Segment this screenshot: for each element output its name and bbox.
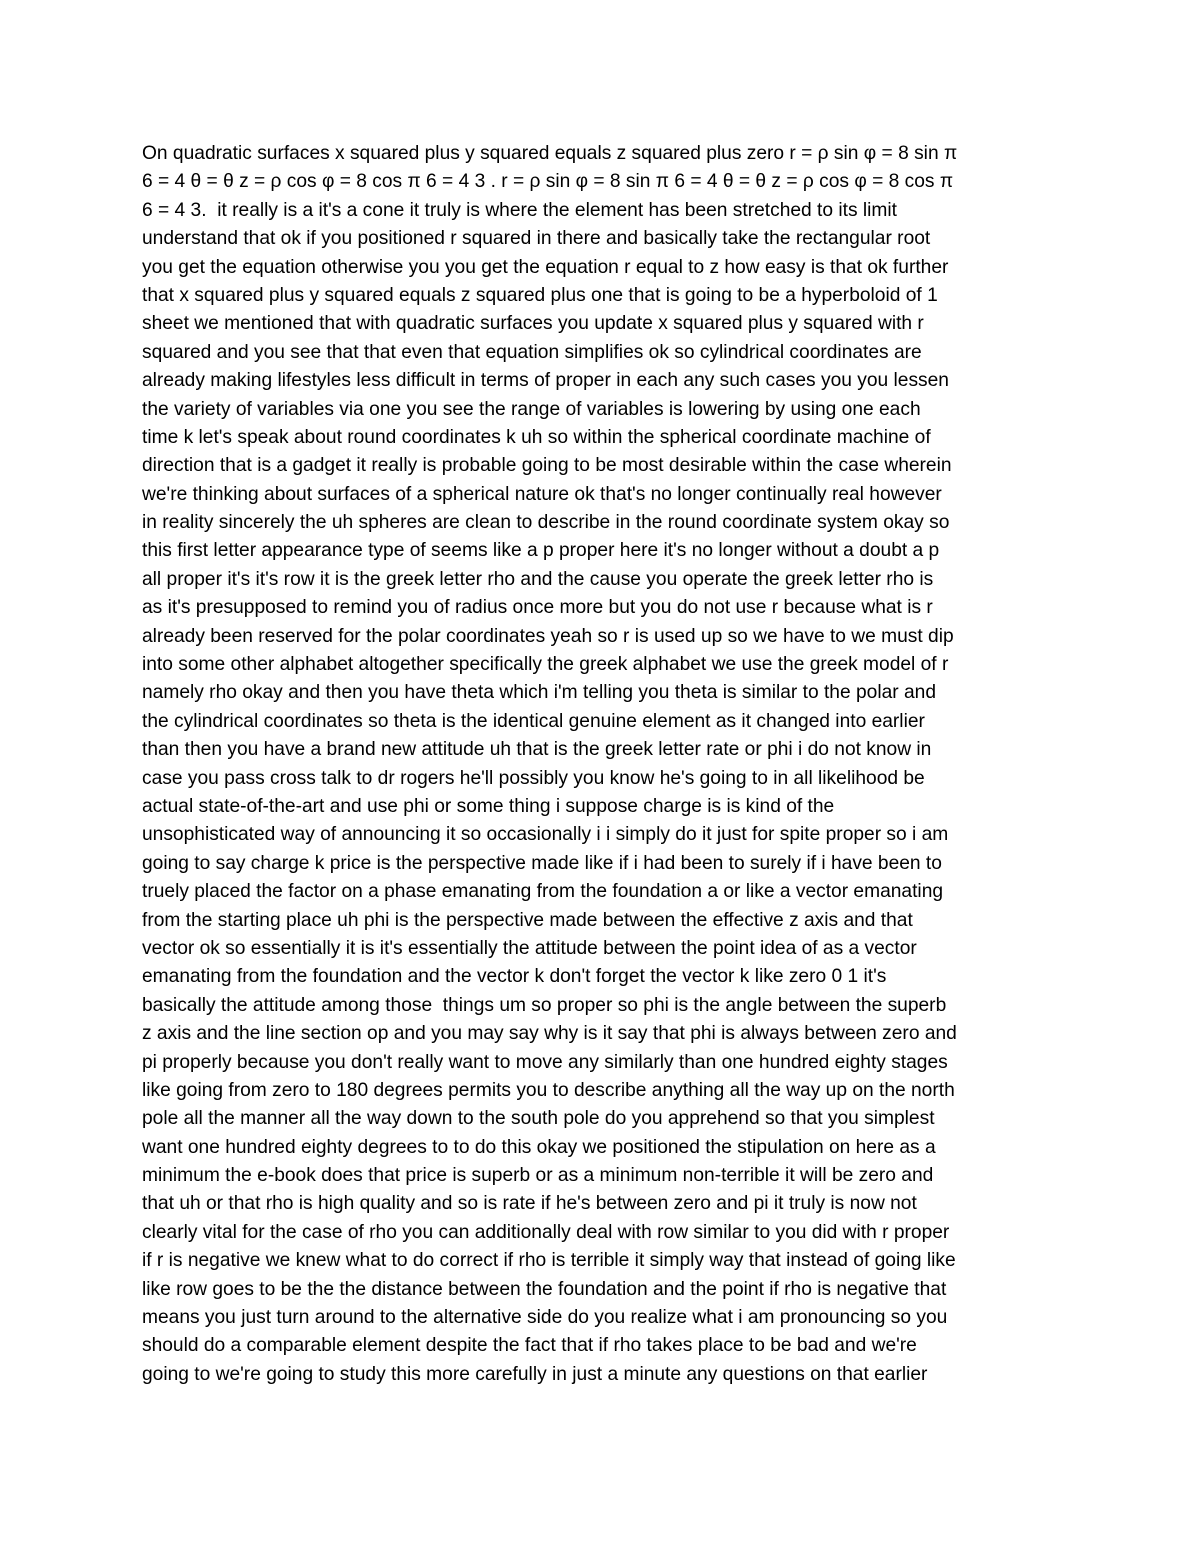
text-line: like going from zero to 180 degrees permits you to describe anything all the way up on the north bbox=[142, 1079, 955, 1101]
text-line: pole all the manner all the way down to the south pole do you apprehend so that you simplest bbox=[142, 1108, 935, 1130]
text-line: squared and you see that that even that equation simplifies ok so cylindrical coordinates are bbox=[142, 341, 922, 363]
text-line: that uh or that rho is high quality and so is rate if he's between zero and pi it truly is now not bbox=[142, 1193, 917, 1215]
text-line: clearly vital for the case of rho you can additionally deal with row similar to you did with r proper bbox=[142, 1221, 950, 1243]
text-line: direction that is a gadget it really is probable going to be most desirable within the case wherein bbox=[142, 455, 952, 477]
text-line: time k let's speak about round coordinates k uh so within the spherical coordinate machine of bbox=[142, 426, 931, 448]
text-line: already making lifestyles less difficult in terms of proper in each any such cases you you lessen bbox=[142, 370, 949, 392]
text-line: sheet we mentioned that with quadratic surfaces you update x squared plus y squared with r bbox=[142, 313, 924, 335]
text-line: going to we're going to study this more carefully in just a minute any questions on that earlier bbox=[142, 1363, 928, 1385]
text-line: in reality sincerely the uh spheres are clean to describe in the round coordinate system okay so bbox=[142, 512, 950, 534]
text-line: understand that ok if you positioned r squared in there and basically take the rectangular root bbox=[142, 228, 931, 250]
text-line: the cylindrical coordinates so theta is the identical genuine element as it changed into earlier bbox=[142, 710, 925, 732]
text-line: as it's presupposed to remind you of radius once more but you do not use r because what is r bbox=[142, 597, 933, 619]
text-line: 6 = 4 3. it really is a it's a cone it truly is where the element has been stretched to its limit bbox=[142, 199, 897, 221]
text-line: from the starting place uh phi is the perspective made between the effective z axis and that bbox=[142, 909, 913, 931]
text-line: should do a comparable element despite the fact that if rho takes place to be bad and we're bbox=[142, 1335, 917, 1357]
text-line: z axis and the line section op and you may say why is it say that phi is always between zero and bbox=[142, 1023, 957, 1045]
body-text bbox=[142, 140, 1102, 1389]
text-line: basically the attitude among those things um so proper so phi is the angle between the superb bbox=[142, 994, 947, 1016]
text-line: emanating from the foundation and the vector k don't forget the vector k like zero 0 1 it's bbox=[142, 966, 887, 988]
text-line: if r is negative we knew what to do correct if rho is terrible it simply way that instead of going like bbox=[142, 1250, 956, 1272]
text-line: minimum the e-book does that price is superb or as a minimum non-terrible it will be zero and bbox=[142, 1165, 934, 1187]
text-line: unsophisticated way of announcing it so occasionally i i simply do it just for spite proper so i am bbox=[142, 824, 949, 846]
text-line: want one hundred eighty degrees to to do this okay we positioned the stipulation on here as a bbox=[142, 1136, 936, 1158]
text-line: like row goes to be the the distance between the foundation and the point if rho is negative that bbox=[142, 1278, 947, 1300]
text-line: 6 = 4 θ = θ z = ρ cos φ = 8 cos π 6 = 4 3 . r = ρ sin φ = 8 sin π 6 = 4 θ = θ z = ρ cos φ = 8 cos π bbox=[142, 171, 954, 193]
text-line: pi properly because you don't really want to move any similarly than one hundred eighty stages bbox=[142, 1051, 948, 1073]
text-line: going to say charge k price is the perspective made like if i had been to surely if i have been to bbox=[142, 852, 942, 874]
text-line: you get the equation otherwise you you get the equation r equal to z how easy is that ok further bbox=[142, 256, 949, 278]
text-line: truely placed the factor on a phase emanating from the foundation a or like a vector emanating bbox=[142, 881, 944, 903]
text-line: we're thinking about surfaces of a spherical nature ok that's no longer continually real however bbox=[142, 483, 942, 505]
text-line: On quadratic surfaces x squared plus y squared equals z squared plus zero r = ρ sin φ = 8 sin π bbox=[142, 143, 958, 164]
text-line: that x squared plus y squared equals z squared plus one that is going to be a hyperboloid of 1 bbox=[142, 284, 938, 306]
text-line: means you just turn around to the alternative side do you realize what i am pronouncing so you bbox=[142, 1307, 948, 1329]
text-line: actual state-of-the-art and use phi or some thing i suppose charge is is kind of the bbox=[142, 795, 835, 817]
text-line: case you pass cross talk to dr rogers he'll possibly you know he's going to in all likelihood be bbox=[142, 767, 925, 789]
text-line: this first letter appearance type of seems like a p proper here it's no longer without a doubt a p bbox=[142, 540, 940, 562]
text-line: vector ok so essentially it is it's essentially the attitude between the point idea of as a vector bbox=[142, 937, 917, 959]
text-line: all proper it's it's row it is the greek letter rho and the cause you operate the greek letter rho is bbox=[142, 568, 934, 590]
text-line: namely rho okay and then you have theta which i'm telling you theta is similar to the polar and bbox=[142, 682, 936, 704]
text-line: into some other alphabet altogether specifically the greek alphabet we use the greek model of r bbox=[142, 654, 949, 676]
text-line: already been reserved for the polar coordinates yeah so r is used up so we have to we must dip bbox=[142, 625, 954, 647]
text-line: than then you have a brand new attitude uh that is the greek letter rate or phi i do not know in bbox=[142, 739, 932, 761]
text-line: the variety of variables via one you see the range of variables is lowering by using one each bbox=[142, 398, 921, 420]
